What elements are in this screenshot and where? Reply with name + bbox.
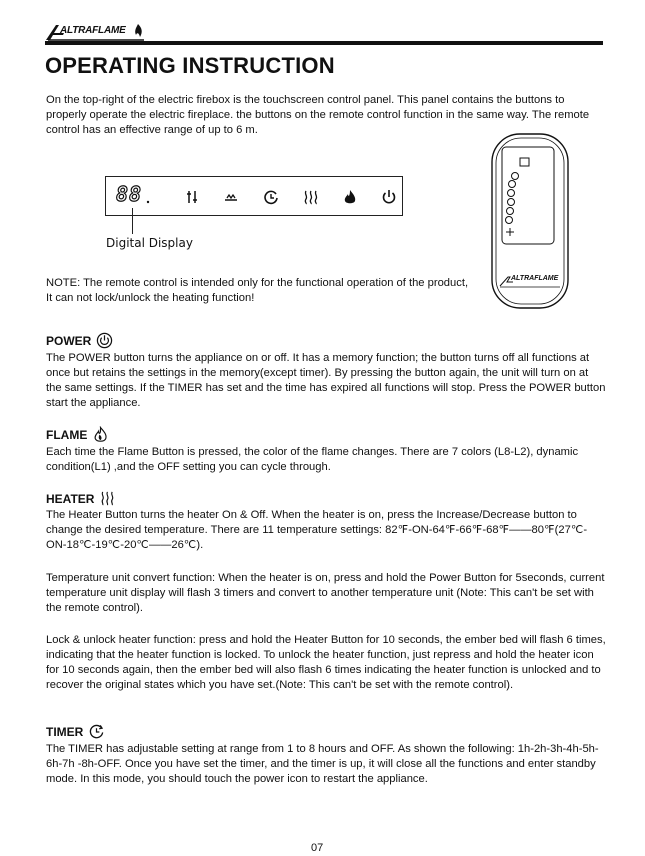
timer-icon — [88, 723, 105, 740]
brand-logo — [46, 22, 146, 42]
power-heading — [46, 332, 113, 349]
heater-icon — [302, 188, 320, 206]
heater-body-settings: The Heater Button turns the heater On & Off. When the heater is on, press the Increase/Decrease button to change the desired temperature. There are 11 temperature settings: 82℉-ON-64℉-66℉-68℉——80℉(27℃-ON-18℃-19℃-20℃——26℃). — [46, 509, 588, 551]
heater-body-lock-unlock: Lock & unlock heater function: press and hold the Heater Button for 10 seconds, the ember bed will flash 6 times, indicating that the heater function is locked. To unlock the heater function, just repress and hold the heater icon for 10 seconds again, then the ember bed will also flash 6 times indicating the heater function is unlocked and to recover the original states which you have set.(Note: This can't be set with the remote control). — [46, 634, 606, 691]
timer-heading — [46, 723, 105, 740]
page-number: 07 — [311, 842, 324, 854]
heater-heading — [46, 490, 116, 507]
remote-control-illustration — [490, 132, 570, 310]
note-paragraph: NOTE: The remote control is intended only for the functional operation of the product, It can not lock/unlock the heating function! — [46, 277, 469, 304]
power-heading-label: POWER — [46, 333, 92, 348]
digital-display: 88 — [116, 182, 143, 206]
heater-body-unit-convert: Temperature unit convert function: When the heater is on, press and hold the Power Button for 5seconds, current temperature unit display will flash 3 timers and convert to another temperature unit (Note: This can't be set with the remote control). — [46, 572, 605, 614]
timer-body: The TIMER has adjustable setting at range from 1 to 8 hours and OFF. As shown the following: 1h-2h-3h-4h-5h-6h-7h -8h-OFF. Once you have set the timer, and the timer is up, it will close all the functions and enter standby mode. In this mode, you should touch the power icon to restart the appliance. — [46, 743, 599, 785]
flame-icon — [341, 188, 359, 206]
brand-name: ALTRAFLAME — [60, 25, 126, 36]
remote-drawing — [490, 132, 570, 310]
timer-heading-label: TIMER — [46, 724, 84, 739]
power-body: The POWER button turns the appliance on or off. It has a memory function; the button turns off all functions at once but retains the settings in the memory(except timer). By pressing the button again, the unit will turn on at the same settings. If the TIMER has set and the time has expired all functions will stop. Press the POWER button start the appliance. — [46, 352, 606, 409]
flame-icon — [92, 426, 109, 443]
flame-heading — [46, 426, 109, 443]
power-icon — [380, 188, 398, 206]
ember-icon — [222, 188, 240, 206]
display-dot — [146, 200, 150, 204]
remote-brand-name: ALTRAFLAME — [511, 275, 559, 282]
timer-icon — [262, 188, 280, 206]
heater-icon — [99, 490, 116, 507]
page-title: OPERATING INSTRUCTION — [45, 53, 335, 78]
power-icon — [96, 332, 113, 349]
digital-display-caption: Digital Display — [106, 236, 193, 250]
header-rule — [45, 41, 603, 45]
flame-body: Each time the Flame Button is pressed, the color of the flame changes. There are 7 colors (L8-L2), dynamic condition(L1) ,and the OFF setting you can cycle through. — [46, 446, 579, 473]
heater-heading-label: HEATER — [46, 491, 95, 506]
intro-paragraph: On the top-right of the electric firebox is the touchscreen control panel. This panel contains the buttons to properly operate the electric fireplace. the buttons on the remote control function in the same way. The remote control has an effective range of up to 6 m. — [46, 94, 590, 136]
adjust-icon — [183, 188, 201, 206]
flame-heading-label: FLAME — [46, 427, 88, 442]
display-leader-line — [132, 208, 133, 234]
